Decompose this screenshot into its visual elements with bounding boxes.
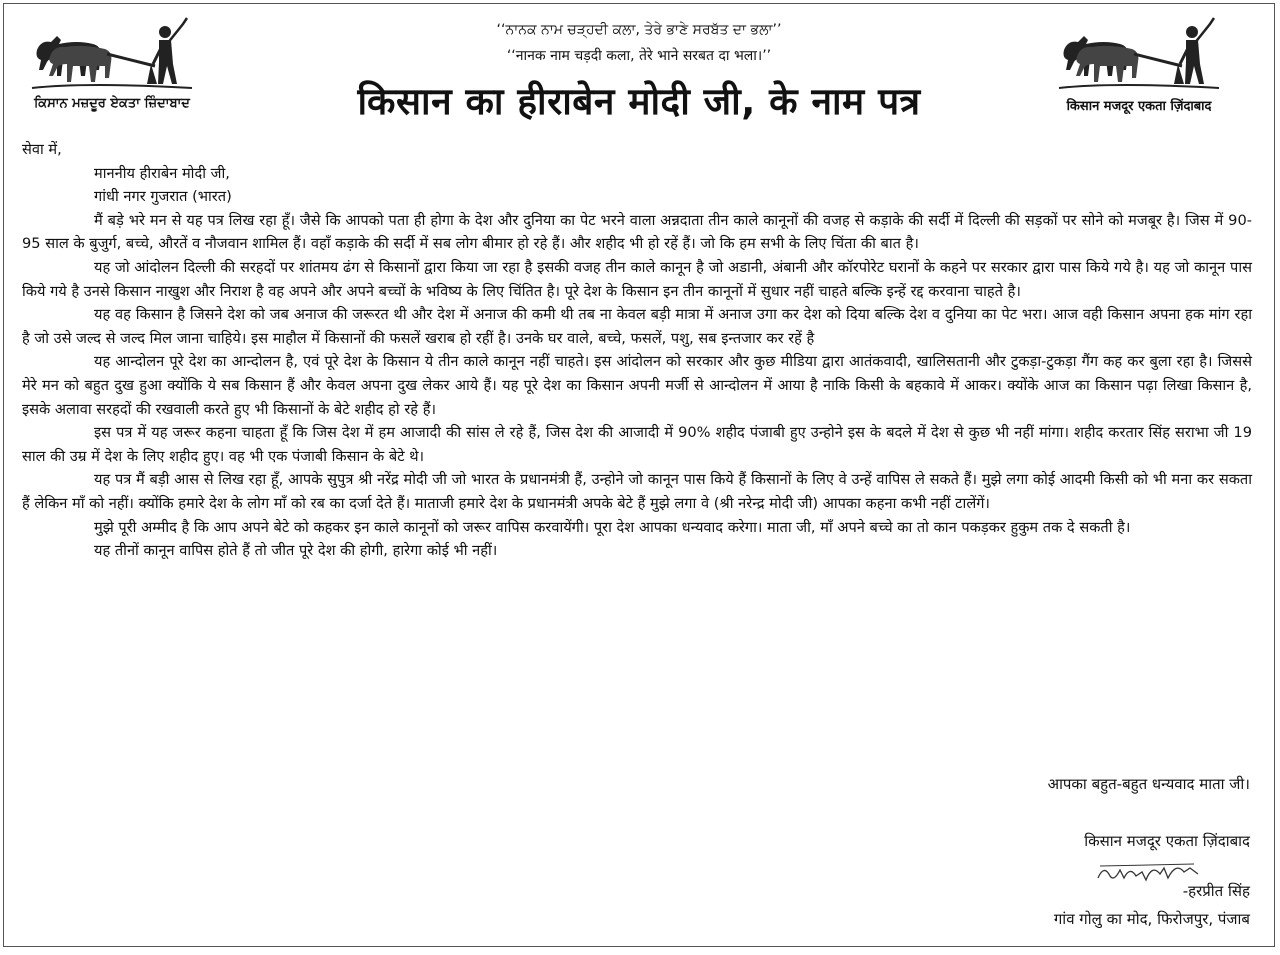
letter-body: [22, 138, 1252, 563]
paragraph: यह जो आंदोलन दिल्ली की सरहदों पर शांतमय ढंग से किसानों द्वारा किया जा रहा है इसकी वजह तीन काले कानून है जो अडानी, अंबानी और कॉरपोरेट घरानों के कहने पर सरकार द्वारा पास किये गये है। यह जो कानून पास किये गये है उनसे किसान नाखुश और निराश है वह अपने और अपने बच्चों के भविष्य के लिए चिंतित है। पूरे देश के किसान इन तीन कानूनों में सुधार नहीं चाहते बल्कि इन्हें रद्द करवाना चाहते है।: [22, 258, 1252, 300]
motto-hindi: ‘‘नानक नाम चड़दी कला, तेरे भाने सरबत दा भला।’’: [506, 48, 772, 64]
paragraph: इस पत्र में यह जरूर कहना चाहता हूँ कि जिस देश में हम आजादी की सांस ले रहे हैं, जिस देश की आजादी में 90% शहीद पंजाबी हुए उन्होने इस के बदले में देश से कुछ भी नहीं मांगा। शहीद करतार सिंह सराभा जी 19 साल की उम्र में देश के लिए शहीद हुए। वह भी एक पंजाबी किसान के बेटे थे।: [22, 424, 1252, 465]
letter-header: [4, 4, 1274, 132]
farmer-plough-icon: [1054, 14, 1224, 94]
paragraph: यह तीनों कानून वापिस होते हैं तो जीत पूरे देश की होगी, हारेगा कोई भी नहीं।: [94, 542, 498, 560]
right-logo-caption: किसान मजदूर एकता ज़िंदाबाद: [1066, 99, 1212, 114]
salutation: सेवा में,: [22, 141, 62, 158]
letter-page: [3, 3, 1275, 947]
signer-name: -हरप्रीत सिंह: [1182, 882, 1250, 900]
paragraph: यह आन्दोलन पूरे देश का आन्दोलन है, एवं पूरे देश के किसान ये तीन काले कानून नहीं चाहते। इस आंदोलन को सरकार और कुछ मीडिया द्वारा आतंकवादी, खालिसतानी और टुकड़ा-टुकड़ा गैंग कह कर बुला रहा है। जिससे मेरे मन को बहुत दुख हुआ क्योंकि ये सब किसान हैं और केवल अपना दुख लेकर आये हैं। यह पूरे देश का किसान अपनी मर्जी से आन्दोलन में आया है नाकि किसी के बहकावे में आकर। क्योंके आज का किसान पढ़ा लिखा किसान है, इसके अलावा सरहदों की रखवाली करते हुए भी किसानों के बेटे शहीद हो रहे हैं।: [22, 353, 1252, 418]
addressee-place: गांधी नगर गुजरात (भारत): [94, 188, 232, 206]
paragraph: मैं बड़े भरे मन से यह पत्र लिख रहा हूँ। जैसे कि आपको पता ही होगा के देश और दुनिया का पेट भरने वाला अन्नदाता तीन काले कानूनों की वजह से कड़ाके की सर्दी में दिल्ली की सड़कों पर सोने को मजबूर है। जिस में 90-95 साल के बुजुर्ग, बच्चे, औरतें व नौजवान शामिल हैं। वहाँ कड़ाके की सर्दी में सब लोग बीमार हो रहे हैं। और शहीद भी हो रहें हैं। जो कि हम सभी के लिए चिंता की बात है।: [22, 211, 1252, 253]
closing-thanks: आपका बहुत-बहुत धन्यवाद माता जी।: [1047, 775, 1250, 793]
page-title: किसान का हीराबेन मोदी जी, के नाम पत्र: [357, 80, 921, 123]
addressee-name: माननीय हीराबेन मोदी जी,: [94, 164, 230, 182]
paragraph: मुझे पूरी अम्मीद है कि आप अपने बेटे को कहकर इन काले कानूनों को जरूर वापिस करवायेंगी। पूरा देश आपका धन्यवाद करेगा। माता जी, माँ अपने बच्चे का तो कान पकड़कर हुकुम तक दे सकती है।: [94, 518, 1131, 536]
signer-address: गांव गोलु का मोद, फिरोजपुर, पंजाब: [1053, 910, 1250, 928]
closing-slogan: किसान मजदूर एकता ज़िंदाबाद: [1084, 832, 1250, 850]
motto-gurmukhi: ‘‘ਨਾਨਕ ਨਾਮ ਚੜ੍ਹਦੀ ਕਲਾ, ਤੇਰੇ ਭਾਣੇ ਸਰਬੱਤ ਦਾ ਭਲਾ’’: [496, 22, 782, 38]
letter-paragraphs: [22, 209, 1252, 563]
left-logo-caption: ਕਿਸਾਨ ਮਜ਼ਦੂਰ ਏਕਤਾ ਜ਼ਿੰਦਾਬਾਦ: [34, 96, 190, 111]
paragraph: यह पत्र मैं बड़ी आस से लिख रहा हूँ, आपके सुपुत्र श्री नरेंद्र मोदी जी जो भारत के प्रधानमंत्री हैं, उन्होने जो कानून पास किये हैं किसानों के लिए वे उन्हें वापिस ले सकते हैं। मुझे लगा कोई आदमी किसी को भी मना कर सकता हैं लेकिन माँ को नहीं। क्योंकि हमारे देश के लोग माँ को रब का दर्जा देते हैं। माताजी हमारे देश के प्रधानमंत्री अपके बेटे हैं मुझे लगा वे (श्री नरेन्द्र मोदी जी) आपका कहना कभी नहीं टालेंगें।: [22, 471, 1252, 512]
paragraph: यह वह किसान है जिसने देश को जब अनाज की जरूरत थी और देश में अनाज की कमी थी तब ना केवल बड़ी मात्रा में अनाज उगा कर देश को दिया बल्कि देश व दुनिया का पेट भरा। आज वही किसान अपना हक मांग रहा है जो उसे जल्द से जल्द मिल जाना चाहिये। इस माहौल में किसानों की फसलें खराब हो रहीं है। उनके घर वाले, बच्चे, फसलें, पशु, सब इन्तजार कर रहें है: [22, 306, 1252, 347]
right-logo: [1044, 14, 1234, 114]
